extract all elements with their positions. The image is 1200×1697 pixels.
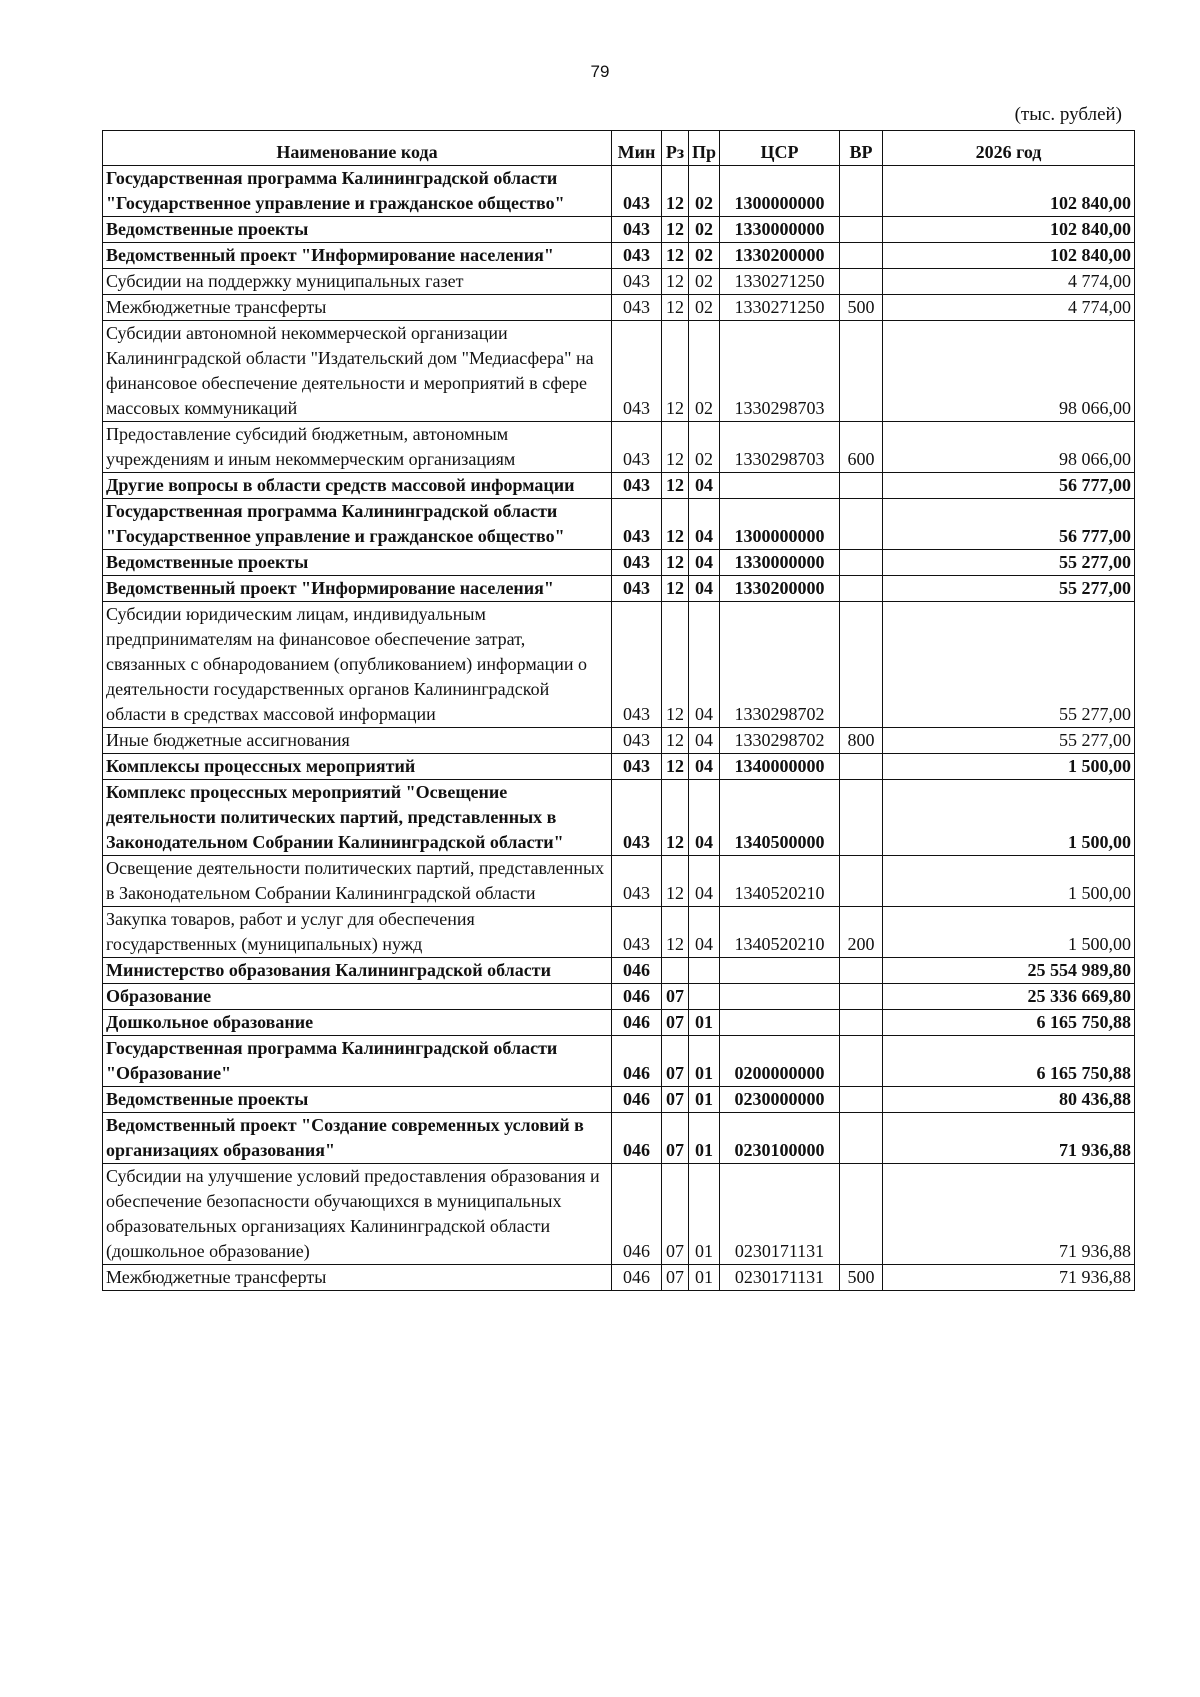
cell-min: 043 xyxy=(612,166,662,217)
table-row xyxy=(103,217,1135,243)
cell-vr: 500 xyxy=(840,295,883,321)
cell-amount: 102 840,00 xyxy=(883,166,1135,217)
page-number: 79 xyxy=(590,62,610,81)
cell-amount: 102 840,00 xyxy=(883,243,1135,269)
cell-amount: 55 277,00 xyxy=(883,602,1135,728)
table-row xyxy=(103,473,1135,499)
cell-csr: 0230171131 xyxy=(720,1164,840,1265)
cell-rz: 12 xyxy=(662,499,689,550)
cell-vr xyxy=(840,217,883,243)
cell-min: 046 xyxy=(612,1265,662,1291)
units-label: (тыс. рублей) xyxy=(1014,104,1122,125)
cell-name: Межбюджетные трансферты xyxy=(103,295,612,321)
cell-min: 046 xyxy=(612,1087,662,1113)
cell-amount: 55 277,00 xyxy=(883,728,1135,754)
cell-csr xyxy=(720,958,840,984)
cell-csr: 1330298702 xyxy=(720,728,840,754)
header-min: Мин xyxy=(612,131,662,166)
cell-pr: 04 xyxy=(689,754,720,780)
cell-rz: 12 xyxy=(662,576,689,602)
table-row xyxy=(103,984,1135,1010)
cell-name: Иные бюджетные ассигнования xyxy=(103,728,612,754)
cell-amount: 1 500,00 xyxy=(883,780,1135,856)
cell-vr xyxy=(840,166,883,217)
cell-min: 046 xyxy=(612,1113,662,1164)
cell-name: Ведомственный проект "Информирование населения" xyxy=(103,576,612,602)
cell-name: Ведомственные проекты xyxy=(103,550,612,576)
cell-rz: 07 xyxy=(662,1164,689,1265)
table-row xyxy=(103,166,1135,217)
cell-pr: 02 xyxy=(689,269,720,295)
cell-min: 043 xyxy=(612,422,662,473)
cell-rz: 12 xyxy=(662,907,689,958)
cell-pr xyxy=(689,958,720,984)
cell-pr: 04 xyxy=(689,728,720,754)
cell-csr: 1330000000 xyxy=(720,550,840,576)
cell-pr: 04 xyxy=(689,473,720,499)
cell-pr: 02 xyxy=(689,217,720,243)
cell-rz: 07 xyxy=(662,984,689,1010)
cell-name: Освещение деятельности политических партий, представленных в Законодательном Собрании Калининградской области xyxy=(103,856,612,907)
cell-vr: 500 xyxy=(840,1265,883,1291)
cell-amount: 71 936,88 xyxy=(883,1265,1135,1291)
cell-rz: 12 xyxy=(662,473,689,499)
cell-pr: 01 xyxy=(689,1087,720,1113)
cell-name: Государственная программа Калининградской области "Государственное управление и гражданское общество" xyxy=(103,166,612,217)
table-row xyxy=(103,550,1135,576)
cell-name: Межбюджетные трансферты xyxy=(103,1265,612,1291)
budget-table xyxy=(102,130,1135,1291)
cell-pr: 01 xyxy=(689,1036,720,1087)
cell-pr: 04 xyxy=(689,907,720,958)
cell-vr xyxy=(840,1113,883,1164)
table-row xyxy=(103,422,1135,473)
table-row xyxy=(103,728,1135,754)
cell-rz: 07 xyxy=(662,1087,689,1113)
cell-pr: 02 xyxy=(689,422,720,473)
table-row xyxy=(103,295,1135,321)
cell-rz: 12 xyxy=(662,295,689,321)
cell-pr: 04 xyxy=(689,780,720,856)
cell-csr: 1340000000 xyxy=(720,754,840,780)
cell-amount: 56 777,00 xyxy=(883,473,1135,499)
cell-name: Субсидии автономной некоммерческой организации Калининградской области "Издательский дом "Медиасфера" на финансовое обеспечение деятельности и мероприятий в сфере массовых коммуникаций xyxy=(103,321,612,422)
cell-csr: 1340500000 xyxy=(720,780,840,856)
cell-vr xyxy=(840,1010,883,1036)
cell-vr xyxy=(840,269,883,295)
cell-vr: 600 xyxy=(840,422,883,473)
cell-name: Государственная программа Калининградской области "Государственное управление и гражданское общество" xyxy=(103,499,612,550)
cell-rz: 12 xyxy=(662,602,689,728)
cell-amount: 55 277,00 xyxy=(883,576,1135,602)
cell-vr xyxy=(840,780,883,856)
cell-name: Другие вопросы в области средств массовой информации xyxy=(103,473,612,499)
table-row xyxy=(103,1265,1135,1291)
cell-csr: 1330271250 xyxy=(720,269,840,295)
cell-csr: 1340520210 xyxy=(720,907,840,958)
table-row xyxy=(103,499,1135,550)
cell-rz: 12 xyxy=(662,422,689,473)
cell-rz: 07 xyxy=(662,1036,689,1087)
cell-name: Предоставление субсидий бюджетным, автономным учреждениям и иным некоммерческим организациям xyxy=(103,422,612,473)
cell-amount: 56 777,00 xyxy=(883,499,1135,550)
cell-min: 043 xyxy=(612,243,662,269)
cell-name: Комплекс процессных мероприятий "Освещение деятельности политических партий, представленных в Законодательном Собрании Калининградской области" xyxy=(103,780,612,856)
cell-rz: 12 xyxy=(662,166,689,217)
cell-min: 043 xyxy=(612,217,662,243)
header-csr: ЦСР xyxy=(720,131,840,166)
cell-amount: 80 436,88 xyxy=(883,1087,1135,1113)
cell-csr: 1340520210 xyxy=(720,856,840,907)
cell-rz: 12 xyxy=(662,269,689,295)
header-rz: Рз xyxy=(662,131,689,166)
cell-amount: 1 500,00 xyxy=(883,856,1135,907)
table-row xyxy=(103,958,1135,984)
cell-amount: 6 165 750,88 xyxy=(883,1010,1135,1036)
cell-vr xyxy=(840,499,883,550)
cell-vr: 800 xyxy=(840,728,883,754)
cell-min: 046 xyxy=(612,1010,662,1036)
cell-amount: 25 554 989,80 xyxy=(883,958,1135,984)
cell-vr xyxy=(840,1087,883,1113)
cell-csr: 0230100000 xyxy=(720,1113,840,1164)
cell-rz: 12 xyxy=(662,754,689,780)
cell-rz xyxy=(662,958,689,984)
cell-min: 043 xyxy=(612,780,662,856)
cell-pr: 04 xyxy=(689,856,720,907)
cell-pr: 04 xyxy=(689,499,720,550)
table-row xyxy=(103,1087,1135,1113)
cell-name: Образование xyxy=(103,984,612,1010)
cell-amount: 102 840,00 xyxy=(883,217,1135,243)
cell-pr xyxy=(689,984,720,1010)
table-row xyxy=(103,602,1135,728)
cell-csr: 1330298703 xyxy=(720,422,840,473)
cell-name: Ведомственные проекты xyxy=(103,217,612,243)
table-row xyxy=(103,907,1135,958)
cell-vr xyxy=(840,473,883,499)
cell-rz: 12 xyxy=(662,856,689,907)
table-row xyxy=(103,321,1135,422)
cell-min: 046 xyxy=(612,1036,662,1087)
table-row xyxy=(103,1113,1135,1164)
cell-name: Ведомственные проекты xyxy=(103,1087,612,1113)
table-row xyxy=(103,576,1135,602)
cell-name: Министерство образования Калининградской области xyxy=(103,958,612,984)
cell-pr: 02 xyxy=(689,243,720,269)
cell-csr xyxy=(720,984,840,1010)
cell-vr xyxy=(840,1164,883,1265)
cell-name: Дошкольное образование xyxy=(103,1010,612,1036)
cell-csr: 1300000000 xyxy=(720,499,840,550)
cell-vr: 200 xyxy=(840,907,883,958)
cell-pr: 02 xyxy=(689,321,720,422)
table-row xyxy=(103,780,1135,856)
cell-amount: 71 936,88 xyxy=(883,1113,1135,1164)
cell-min: 043 xyxy=(612,321,662,422)
cell-pr: 04 xyxy=(689,602,720,728)
cell-csr: 0200000000 xyxy=(720,1036,840,1087)
cell-min: 046 xyxy=(612,1164,662,1265)
cell-csr xyxy=(720,473,840,499)
cell-vr xyxy=(840,856,883,907)
cell-min: 043 xyxy=(612,269,662,295)
cell-pr: 01 xyxy=(689,1010,720,1036)
cell-pr: 04 xyxy=(689,550,720,576)
cell-csr: 1330298703 xyxy=(720,321,840,422)
table-body xyxy=(103,166,1135,1291)
cell-csr: 0230000000 xyxy=(720,1087,840,1113)
cell-amount: 4 774,00 xyxy=(883,269,1135,295)
cell-name: Комплексы процессных мероприятий xyxy=(103,754,612,780)
cell-rz: 07 xyxy=(662,1113,689,1164)
cell-amount: 1 500,00 xyxy=(883,754,1135,780)
cell-vr xyxy=(840,984,883,1010)
header-name: Наименование кода xyxy=(103,131,612,166)
cell-amount: 98 066,00 xyxy=(883,422,1135,473)
cell-min: 043 xyxy=(612,576,662,602)
table-row xyxy=(103,269,1135,295)
cell-min: 043 xyxy=(612,550,662,576)
cell-name: Закупка товаров, работ и услуг для обеспечения государственных (муниципальных) нужд xyxy=(103,907,612,958)
cell-amount: 98 066,00 xyxy=(883,321,1135,422)
header-vr: ВР xyxy=(840,131,883,166)
cell-name: Субсидии на поддержку муниципальных газет xyxy=(103,269,612,295)
cell-rz: 12 xyxy=(662,243,689,269)
cell-rz: 07 xyxy=(662,1265,689,1291)
cell-name: Ведомственный проект "Информирование населения" xyxy=(103,243,612,269)
cell-min: 043 xyxy=(612,856,662,907)
cell-min: 043 xyxy=(612,754,662,780)
cell-pr: 01 xyxy=(689,1164,720,1265)
cell-csr: 1330000000 xyxy=(720,217,840,243)
cell-csr: 1330200000 xyxy=(720,243,840,269)
cell-min: 043 xyxy=(612,473,662,499)
cell-csr xyxy=(720,1010,840,1036)
cell-name: Субсидии юридическим лицам, индивидуальным предпринимателям на финансовое обеспечение затрат, связанных с обнародованием (опубликованием) информации о деятельности государственных органов Калининградской области в средствах массовой информации xyxy=(103,602,612,728)
cell-min: 043 xyxy=(612,907,662,958)
cell-amount: 4 774,00 xyxy=(883,295,1135,321)
header-amount: 2026 год xyxy=(883,131,1135,166)
table-row xyxy=(103,1164,1135,1265)
cell-name: Субсидии на улучшение условий предоставления образования и обеспечение безопасности обучающихся в муниципальных образовательных организациях Калининградской области (дошкольное образование) xyxy=(103,1164,612,1265)
cell-pr: 02 xyxy=(689,295,720,321)
cell-vr xyxy=(840,321,883,422)
cell-amount: 71 936,88 xyxy=(883,1164,1135,1265)
cell-min: 043 xyxy=(612,295,662,321)
cell-rz: 12 xyxy=(662,217,689,243)
cell-csr: 1330298702 xyxy=(720,602,840,728)
cell-csr: 1330200000 xyxy=(720,576,840,602)
cell-name: Государственная программа Калининградской области "Образование" xyxy=(103,1036,612,1087)
cell-vr xyxy=(840,243,883,269)
cell-pr: 01 xyxy=(689,1265,720,1291)
table-header-row xyxy=(103,131,1135,166)
cell-amount: 55 277,00 xyxy=(883,550,1135,576)
header-pr: Пр xyxy=(689,131,720,166)
cell-name: Ведомственный проект "Создание современных условий в организациях образования" xyxy=(103,1113,612,1164)
cell-rz: 07 xyxy=(662,1010,689,1036)
cell-vr xyxy=(840,602,883,728)
table-row xyxy=(103,1036,1135,1087)
cell-csr: 1330271250 xyxy=(720,295,840,321)
cell-rz: 12 xyxy=(662,321,689,422)
table-row xyxy=(103,1010,1135,1036)
cell-pr: 04 xyxy=(689,576,720,602)
cell-rz: 12 xyxy=(662,728,689,754)
cell-csr: 1300000000 xyxy=(720,166,840,217)
cell-min: 043 xyxy=(612,499,662,550)
cell-pr: 02 xyxy=(689,166,720,217)
cell-csr: 0230171131 xyxy=(720,1265,840,1291)
cell-amount: 6 165 750,88 xyxy=(883,1036,1135,1087)
cell-amount: 1 500,00 xyxy=(883,907,1135,958)
cell-min: 043 xyxy=(612,602,662,728)
cell-vr xyxy=(840,576,883,602)
cell-vr xyxy=(840,550,883,576)
table-row xyxy=(103,243,1135,269)
cell-min: 043 xyxy=(612,728,662,754)
cell-min: 046 xyxy=(612,958,662,984)
cell-min: 046 xyxy=(612,984,662,1010)
cell-vr xyxy=(840,1036,883,1087)
cell-vr xyxy=(840,754,883,780)
cell-rz: 12 xyxy=(662,780,689,856)
table-row xyxy=(103,856,1135,907)
table-row xyxy=(103,754,1135,780)
cell-amount: 25 336 669,80 xyxy=(883,984,1135,1010)
cell-pr: 01 xyxy=(689,1113,720,1164)
cell-vr xyxy=(840,958,883,984)
cell-rz: 12 xyxy=(662,550,689,576)
